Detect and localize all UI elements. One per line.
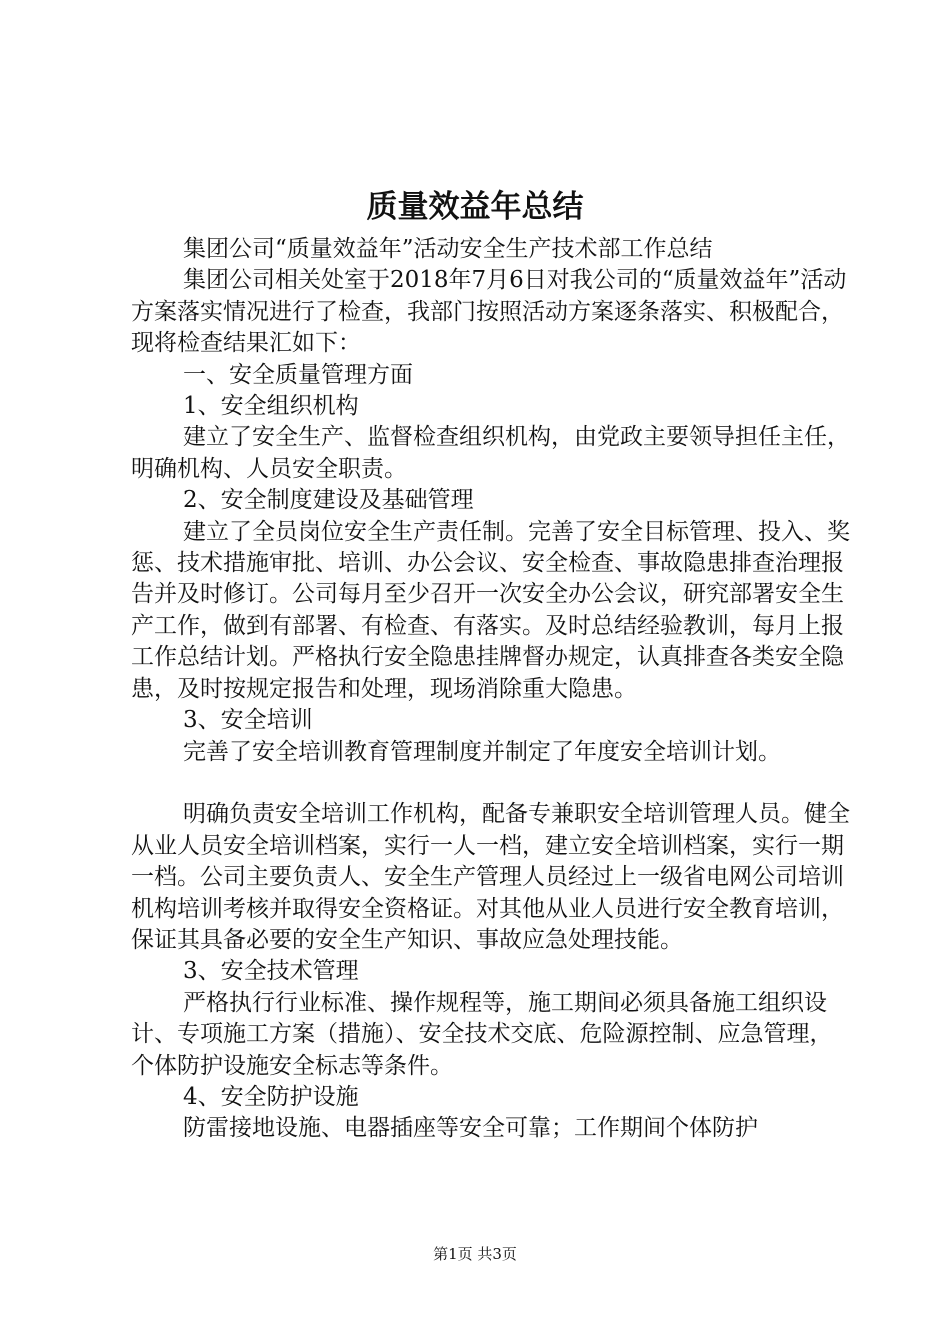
document-body: [131, 234, 851, 1145]
paragraph-training-details: 明确负责安全培训工作机构，配备专兼职安全培训管理人员。健全从业人员安全培训档案，实行一人一档，建立安全培训档案，实行一期一档。公司主要负责人、安全生产管理人员经过上一级省电网公司培训机构培训考核并取得安全资格证。对其他从业人员进行安全教育培训，保证其具备必要的安全生产知识、事故应急处理技能。: [131, 801, 850, 953]
subheading-protection-facilities: 4、安全防护设施: [183, 1083, 359, 1110]
page-number: 第1页 共3页: [433, 1245, 517, 1263]
paragraph-subtitle: 集团公司“质量效益年”活动安全生产技术部工作总结: [183, 236, 713, 262]
paragraph-technical-management: 严格执行行业标准、操作规程等，施工期间必须具备施工组织设计、专项施工方案（措施）、安全技术交底、危险源控制、应急管理，个体防护设施安全标志等条件。: [131, 989, 833, 1079]
subheading-system-building: 2、安全制度建设及基础管理: [183, 487, 474, 514]
section-heading-safety-quality: 一、安全质量管理方面: [183, 361, 413, 388]
blank-line: [131, 768, 851, 799]
subheading-training: 3、安全培训: [183, 707, 313, 734]
subheading-organization: 1、安全组织机构: [183, 393, 359, 420]
paragraph-organization: 建立了安全生产、监督检查组织机构，由党政主要领导担任主任，明确机构、人员安全职责。: [131, 424, 850, 482]
paragraph-intro: 集团公司相关处室于2018年7月6日对我公司的“质量效益年”活动方案落实情况进行了检查，我部门按照活动方案逐条落实、积极配合，现将检查结果汇如下：: [131, 267, 847, 357]
paragraph-training-plan: 完善了安全培训教育管理制度并制定了年度安全培训计划。: [183, 738, 781, 765]
document-title: 质量效益年总结: [366, 189, 584, 225]
subheading-technical-management: 3、安全技术管理: [183, 958, 359, 985]
paragraph-system-building: 建立了全员岗位安全生产责任制。完善了安全目标管理、投入、奖惩、技术措施审批、培训、办公会议、安全检查、事故隐患排查治理报告并及时修订。公司每月至少召开一次安全办公会议，研究部署安全生产工作，做到有部署、有检查、有落实。及时总结经验教训，每月上报工作总结计划。严格执行安全隐患挂牌督办规定，认真排查各类安全隐患，及时按规定报告和处理，现场消除重大隐患。: [131, 518, 850, 702]
paragraph-protection-facilities: 防雷接地设施、电器插座等安全可靠；工作期间个体防护: [183, 1115, 758, 1142]
